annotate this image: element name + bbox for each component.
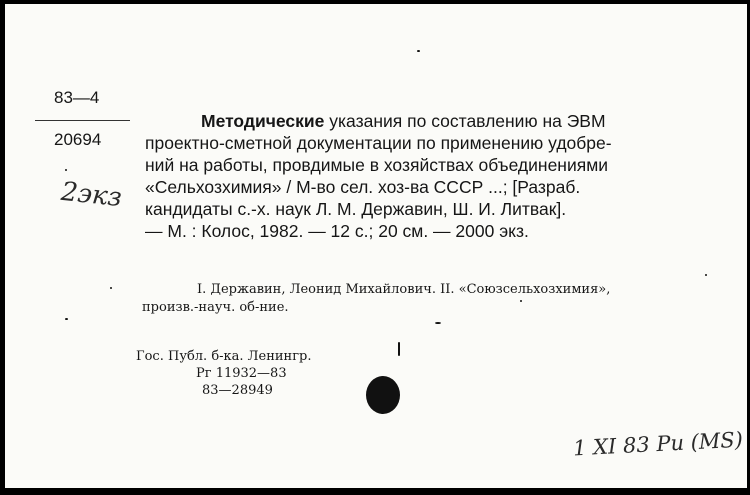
handwritten-copies-note: 2экз	[59, 176, 124, 214]
library-line-3: 83—28949	[202, 383, 273, 398]
speck	[435, 322, 441, 324]
call-number-divider	[35, 120, 130, 121]
tracings-line-1: I. Державин, Леонид Михайлович. II. «Союзсельхозхимия»,	[197, 282, 611, 297]
tracings-line-2: произв.-науч. об-ние.	[142, 300, 289, 315]
entry-line-2: проектно-сметной документации по применению удобре-	[145, 133, 612, 153]
handwritten-date-note: 1 XI 83 Pu (MS)	[572, 427, 744, 461]
call-number-bottom: 20694	[54, 130, 102, 149]
entry-line-1	[201, 110, 606, 132]
speck	[417, 50, 420, 52]
entry-line-4: «Сельхозхимия» / М-во сел. хоз-ва СССР ...; [Разраб.	[145, 177, 581, 197]
speck	[705, 274, 707, 276]
entry-line-5: кандидаты с.-х. наук Л. М. Державин, Ш. И. Литвак].	[145, 199, 567, 219]
entry-line-1-rest: указания по составлению на ЭВМ	[329, 111, 606, 131]
speck	[398, 342, 400, 356]
entry-line-3: ний на работы, провдимые в хозяйствах объединениями	[145, 155, 609, 175]
entry-title-word: Методические	[201, 111, 325, 131]
library-line-1: Гос. Публ. б-ка. Ленингр.	[136, 349, 312, 364]
speck	[65, 318, 68, 320]
call-number-top: 83—4	[54, 88, 100, 107]
speck	[65, 169, 67, 171]
speck	[520, 300, 522, 302]
library-line-2: Рг 11932—83	[196, 366, 287, 381]
ink-blot	[366, 376, 400, 414]
entry-line-6: — М. : Колос, 1982. — 12 с.; 20 см. — 2000 экз.	[145, 221, 529, 241]
catalog-card	[5, 4, 747, 488]
speck	[110, 287, 112, 289]
